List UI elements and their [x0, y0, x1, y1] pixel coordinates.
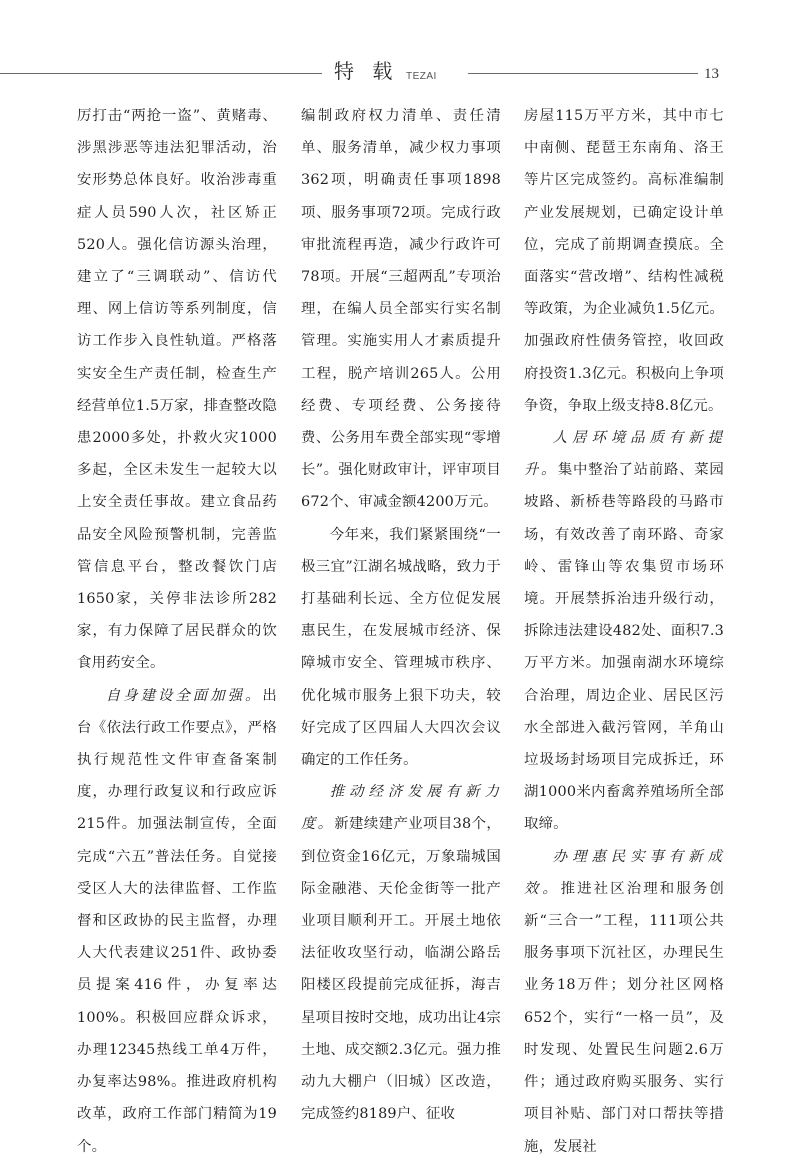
paragraph-text: 房屋115万平方米，其中市七中南侧、琵琶王东南角、洛王等片区完成签约。高标准编制产业发展规划，已确定设计单位，完成了前期调查摸底。全面落实“营改增”、结构性减税等政策，为企业减负1.5亿元。加强政府性债务管控，收回政府投资1.3亿元。积极向上争项争资，争取上级支持8.8亿元。 [524, 108, 724, 414]
paragraph [524, 100, 724, 422]
header-rule-left [0, 73, 322, 74]
section-subtitle: TEZAI [406, 71, 437, 82]
paragraph-text: 今年来，我们紧紧围绕“一极三宜”江湖名城战略，致力于打基础利长远、全方位促发展惠民生，在发展城市经济、保障城市安全、管理城市秩序、优化城市服务上狠下功夫，较好完成了区四届人大四次会议确定的工作任务。 [301, 526, 501, 769]
paragraph [301, 776, 501, 1130]
paragraph-text: 集中整治了站前路、菜园坡路、新桥巷等路段的马路市场，有效改善了南环路、奇家岭、雷锋山等农集贸市场环境。开展禁拆治违升级行动，拆除违法建设482处、面积7.3万平方米。加强南湖水环境综合治理，周边企业、居民区污水全部进入截污管网，羊角山垃圾场封场项目完成拆迁，环湖1000米内畜禽养殖场所全部取缔。 [524, 462, 724, 833]
paragraph-lead: 办理惠民实事有新成效。 [524, 848, 724, 897]
paragraph [301, 519, 501, 777]
text-column-3 [524, 100, 724, 1163]
paragraph-text: 推进社区治理和服务创新“三合一”工程，111项公共服务事项下沉社区，办理民生业务18万件；划分社区网格652个，实行“一格一员”，及时发现、处置民生问题2.6万件；通过政府购买服务、实行项目补贴、部门对口帮扶等措施，发展社 [524, 880, 724, 1155]
paragraph [524, 841, 724, 1163]
page-number: 13 [704, 66, 719, 82]
paragraph-text: 厉打击“两抢一盗”、黄赌毒、涉黑涉恶等违法犯罪活动，治安形势总体良好。收治涉毒重症人员590人次，社区矫正520人。强化信访源头治理，建立了“三调联动”、信访代理、网上信访等系列制度，信访工作步入良性轨道。严格落实安全生产责任制，检查生产经营单位1.5万家，排查整改隐患2000多处，扑救火灾1000多起，全区未发生一起较大以上安全责任事故。建立食品药品安全风险预警机制，完善监管信息平台，整改餐饮门店1650家，关停非法诊所282家，有力保障了居民群众的饮食用药安全。 [77, 108, 277, 672]
paragraph [77, 100, 277, 680]
header-rule-right [468, 73, 698, 74]
text-column-2 [301, 100, 501, 1131]
paragraph-lead: 自身建设全面加强。 [105, 687, 263, 704]
paragraph [77, 680, 277, 1163]
section-title: 特 载 [334, 59, 399, 83]
paragraph-text: 出台《依法行政工作要点》，严格执行规范性文件审查备案制度，办理行政复议和行政应诉215件。加强法制宣传，全面完成“六五”普法任务。自觉接受区人大的法律监督、工作监督和区政协的民主监督，办理人大代表建议251件、政协委员提案416件，办复率达100%。积极回应群众诉求，办理12345热线工单4万件，办复率达98%。推进政府机构改革，政府工作部门精简为19个。 [77, 687, 277, 1155]
paragraph-text: 编制政府权力清单、责任清单、服务清单，减少权力事项362项，明确责任事项1898项、服务事项72项。完成行政审批流程再造，减少行政许可78项。开展“三超两乱”专项治理，在编人员全部实行实名制管理。实施实用人才素质提升工程，脱产培训265人。公用经费、专项经费、公务接待费、公务用车费全部实现“零增长”。强化财政审计，评审项目672个、审减金额4200万元。 [301, 108, 501, 511]
paragraph-lead: 推动经济发展有新力度。 [301, 784, 501, 833]
paragraph-text: 新建续建产业项目38个，到位资金16亿元，万象瑞城国际金融港、天伦金街等一批产业项目顺利开工。开展土地依法征收攻坚行动，临湖公路岳阳楼区段提前完成征拆，海吉星项目按时交地，成功出让4宗土地、成交额2.3亿元。强力推动九大棚户（旧城）区改造，完成签约8189户、征收 [301, 816, 501, 1123]
paragraph-lead: 人居环境品质有新提升。 [524, 430, 724, 479]
paragraph [301, 100, 501, 519]
paragraph [524, 422, 724, 841]
text-column-1 [77, 100, 277, 1163]
